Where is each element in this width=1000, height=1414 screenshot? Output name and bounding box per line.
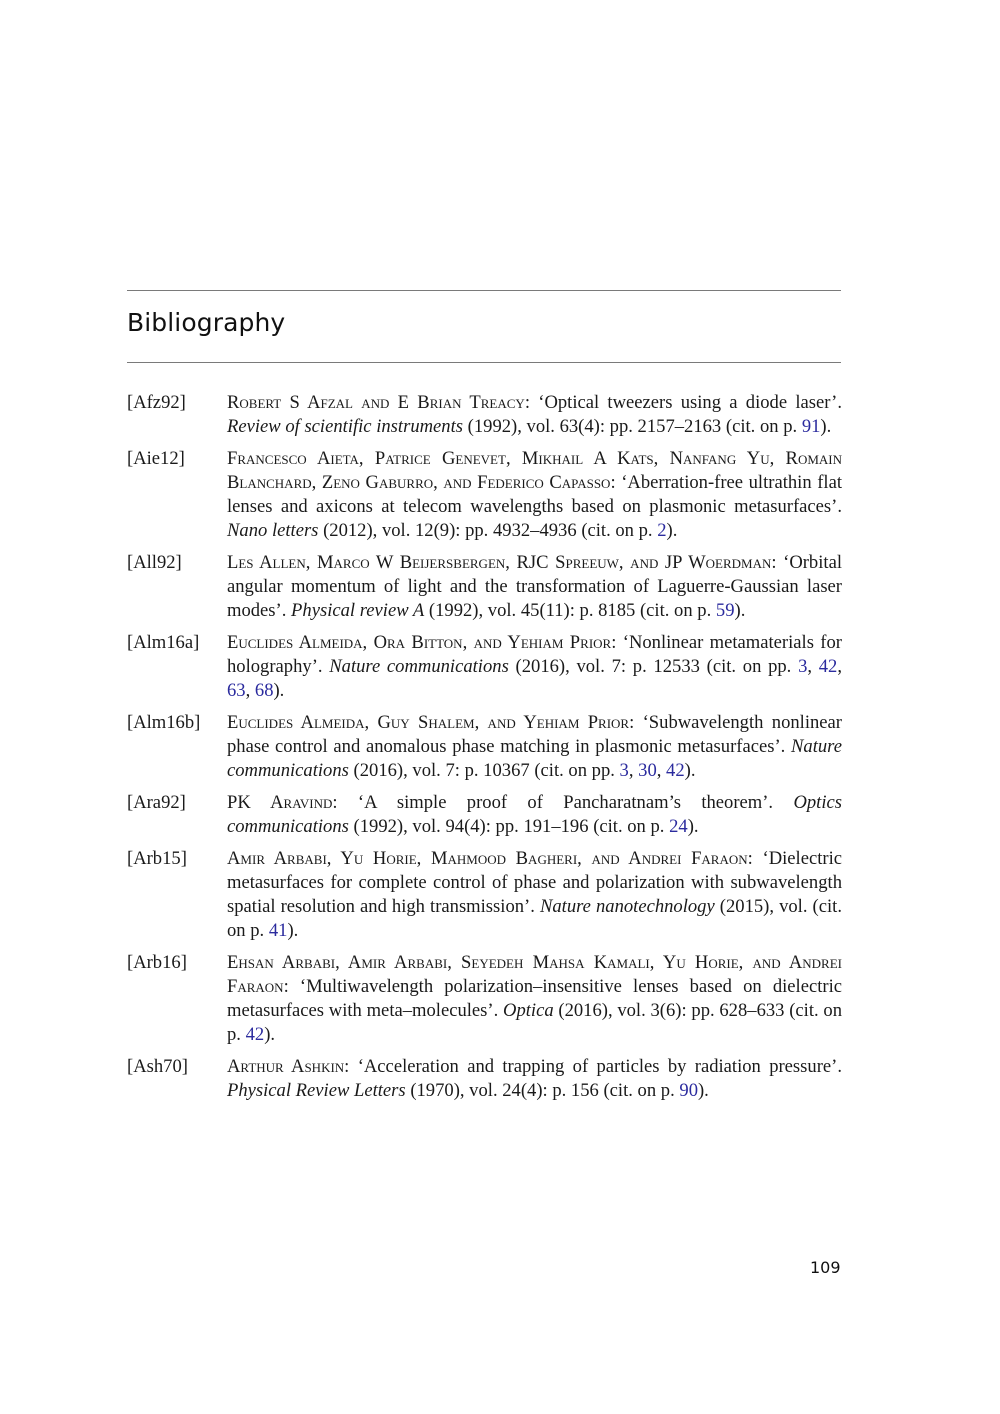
bib-title: ‘Subwavelength nonlinear phase control and anomalous phase matching in plasmonic metasurfaces’. bbox=[227, 712, 842, 757]
bib-key: [Alm16b] bbox=[127, 712, 201, 733]
bib-entry bbox=[127, 631, 842, 703]
bib-key: [Ara92] bbox=[127, 792, 186, 813]
bib-text: Amir Arbabi, Yu Horie, Mahmood Bagheri, and Andrei Faraon: ‘Dielectric metasurfaces for complete control of phase and polarization with subwavelength spatial resolution and high transmission’. Nature nanotechnology (2015), vol. (cit. on p. 41). bbox=[227, 848, 842, 941]
bib-authors: Amir Arbabi, Yu Horie, Mahmood Bagheri, and Andrei Faraon bbox=[227, 848, 748, 869]
bib-title: ‘Optical tweezers using a diode laser’. bbox=[538, 392, 842, 413]
bib-authors: Les Allen, Marco W Beijersbergen, RJC Spreeuw, and JP Woerdman bbox=[227, 552, 772, 573]
bib-title: ‘Dielectric metasurfaces for complete control of phase and polarization with subwavelength spatial resolution and high transmission’. bbox=[227, 848, 842, 917]
bib-title: ‘A simple proof of Pancharatnam’s theorem’. bbox=[357, 792, 774, 813]
bib-details: (1992), vol. 94(4): pp. 191–196 bbox=[353, 816, 589, 837]
bib-details: (2016), vol. 7: p. 10367 bbox=[353, 760, 530, 781]
bib-cit-suffix: ). bbox=[287, 920, 299, 941]
citation-page-link[interactable]: 59 bbox=[715, 600, 735, 621]
bib-cit-prefix: (cit. on pp. bbox=[534, 760, 620, 781]
page-number: 109 bbox=[810, 1258, 841, 1277]
bib-entry bbox=[127, 711, 842, 783]
bib-key: [Arb16] bbox=[127, 952, 187, 973]
bib-title: ‘Aberration-free ultrathin flat lenses and axicons at telecom wavelengths based on plasmonic metasurfaces’. bbox=[227, 472, 842, 517]
bib-authors: Arthur Ashkin bbox=[227, 1056, 345, 1077]
bib-key: [Aie12] bbox=[127, 448, 185, 469]
bib-cit-suffix: ). bbox=[666, 520, 678, 541]
bib-text: Euclides Almeida, Guy Shalem, and Yehiam Prior: ‘Subwavelength nonlinear phase control and anomalous phase matching in plasmonic metasurfaces’. Nature communications (2016), vol. 7: p. 10367 (cit. on pp. 3, 30, 42). bbox=[227, 712, 842, 781]
citation-page-link[interactable]: 2 bbox=[657, 520, 667, 541]
bib-key: [Afz92] bbox=[127, 392, 186, 413]
bib-cit-suffix: ). bbox=[697, 1080, 709, 1101]
bib-title: ‘Multiwavelength polarization–insensitive lenses based on dielectric metasurfaces with meta–molecules’. bbox=[227, 976, 842, 1021]
bib-authors: PK Aravind bbox=[227, 792, 333, 813]
bib-entry bbox=[127, 447, 842, 543]
bib-cit-prefix: (cit. on p. bbox=[639, 600, 716, 621]
bib-details: (1992), vol. 45(11): p. 8185 bbox=[428, 600, 636, 621]
bib-entry bbox=[127, 847, 842, 943]
bib-entry bbox=[127, 391, 842, 439]
bib-text: Francesco Aieta, Patrice Genevet, Mikhail A Kats, Nanfang Yu, Romain Blanchard, Zeno Gaburro, and Federico Capasso: ‘Aberration-free ultrathin flat lenses and axicons at telecom wavelengths based on plasmonic metasurfaces’. Nano letters (2012), vol. 12(9): pp. 4932–4936 (cit. on p. 2). bbox=[227, 448, 842, 541]
bib-details: (2015), vol. bbox=[719, 896, 808, 917]
bib-cit-prefix: (cit. on p. bbox=[593, 816, 670, 837]
bib-journal: Nature nanotechnology bbox=[539, 896, 715, 917]
bibliography-list bbox=[127, 391, 842, 1111]
bib-text: Euclides Almeida, Ora Bitton, and Yehiam Prior: ‘Nonlinear metamaterials for holography’. Nature communications (2016), vol. 7: p. 12533 (cit. on pp. 3, 42, 63, 68). bbox=[227, 632, 842, 701]
bib-title: ‘Nonlinear metamaterials for holography’. bbox=[227, 632, 842, 677]
bib-details: (1970), vol. 24(4): p. 156 bbox=[410, 1080, 599, 1101]
citation-page-link[interactable]: 3 bbox=[619, 760, 629, 781]
bib-text: Robert S Afzal and E Brian Treacy: ‘Optical tweezers using a diode laser’. Review of scientific instruments (1992), vol. 63(4): pp. 2157–2163 (cit. on p. 91). bbox=[227, 392, 842, 437]
bib-cit-prefix: (cit. on p. bbox=[227, 896, 842, 941]
citation-page-link[interactable]: 3 bbox=[798, 656, 808, 677]
bib-cit-prefix: (cit. on p. bbox=[227, 1000, 842, 1045]
citation-page-link[interactable]: 42 bbox=[245, 1024, 265, 1045]
bib-authors: Robert S Afzal and E Brian Treacy bbox=[227, 392, 525, 413]
bib-journal: Nano letters bbox=[227, 520, 319, 541]
citation-page-link[interactable]: 90 bbox=[679, 1080, 698, 1101]
bib-authors: Ehsan Arbabi, Amir Arbabi, Seyedeh Mahsa Kamali, Yu Horie, and Andrei Faraon bbox=[227, 952, 842, 997]
citation-page-link[interactable]: 63 bbox=[227, 680, 246, 701]
bib-key: [Alm16a] bbox=[127, 632, 200, 653]
bib-details: (2016), vol. 7: p. 12533 bbox=[515, 656, 700, 677]
citation-page-link[interactable]: 30 bbox=[638, 760, 657, 781]
bib-authors: Euclides Almeida, Ora Bitton, and Yehiam Prior bbox=[227, 632, 612, 653]
bib-text: Arthur Ashkin: ‘Acceleration and trapping of particles by radiation pressure’. Physical Review Letters (1970), vol. 24(4): p. 156 (cit. on p. 90). bbox=[227, 1056, 842, 1101]
bib-cit-prefix: (cit. on pp. bbox=[706, 656, 799, 677]
bib-cit-suffix: ). bbox=[264, 1024, 276, 1045]
bib-key: [Arb15] bbox=[127, 848, 187, 869]
bib-title: ‘Acceleration and trapping of particles by radiation pressure’. bbox=[357, 1056, 842, 1077]
bib-journal: Nature communications bbox=[227, 736, 842, 781]
bib-journal: Physical review A bbox=[291, 600, 425, 621]
bib-cit-suffix: ). bbox=[684, 760, 696, 781]
page-title: Bibliography bbox=[127, 308, 286, 337]
bib-details: (1992), vol. 63(4): pp. 2157–2163 bbox=[467, 416, 722, 437]
bib-authors: Euclides Almeida, Guy Shalem, and Yehiam Prior bbox=[227, 712, 630, 733]
bib-cit-prefix: (cit. on p. bbox=[603, 1080, 680, 1101]
bib-journal: Review of scientific instruments bbox=[227, 416, 463, 437]
bib-text: Ehsan Arbabi, Amir Arbabi, Seyedeh Mahsa Kamali, Yu Horie, and Andrei Faraon: ‘Multiwavelength polarization–insensitive lenses based on dielectric metasurfaces with meta–molecules’. Optica (2016), vol. 3(6): pp. 628–633 (cit. on p. 42). bbox=[227, 952, 842, 1045]
bib-title: ‘Orbital angular momentum of light and the transformation of Laguerre-Gaussian laser modes’. bbox=[227, 552, 842, 621]
bib-entry bbox=[127, 551, 842, 623]
bib-journal: Optics communications bbox=[227, 792, 842, 837]
bib-journal: Nature communications bbox=[329, 656, 509, 677]
bib-cit-suffix: ). bbox=[273, 680, 285, 701]
citation-page-link[interactable]: 68 bbox=[254, 680, 274, 701]
bib-text: Les Allen, Marco W Beijersbergen, RJC Spreeuw, and JP Woerdman: ‘Orbital angular momentum of light and the transformation of Laguerre-Gaussian laser modes’. Physical review A (1992), vol. 45(11): p. 8185 (cit. on p. 59). bbox=[227, 552, 842, 621]
citation-page-link[interactable]: 91 bbox=[801, 416, 821, 437]
bib-entry bbox=[127, 791, 842, 839]
bib-entry bbox=[127, 951, 842, 1047]
bib-entry bbox=[127, 1055, 842, 1103]
bib-details: (2012), vol. 12(9): pp. 4932–4936 bbox=[323, 520, 577, 541]
bib-cit-suffix: ). bbox=[734, 600, 746, 621]
bib-key: [Ash70] bbox=[127, 1056, 188, 1077]
citation-page-link[interactable]: 41 bbox=[268, 920, 288, 941]
header-rule-bottom bbox=[127, 362, 841, 363]
bib-details: (2016), vol. 3(6): pp. 628–633 bbox=[558, 1000, 785, 1021]
citation-page-link[interactable]: 42 bbox=[818, 656, 838, 677]
citation-page-link[interactable]: 24 bbox=[669, 816, 688, 837]
citation-page-link[interactable]: 42 bbox=[666, 760, 685, 781]
bib-journal: Physical Review Letters bbox=[227, 1080, 406, 1101]
bib-journal: Optica bbox=[503, 1000, 554, 1021]
bib-text: PK Aravind: ‘A simple proof of Pancharatnam’s theorem’. Optics communications (1992), vol. 94(4): pp. 191–196 (cit. on p. 24). bbox=[227, 792, 842, 837]
header-rule-top bbox=[127, 290, 841, 291]
bib-cit-suffix: ). bbox=[687, 816, 699, 837]
bib-key: [All92] bbox=[127, 552, 182, 573]
bib-cit-prefix: (cit. on p. bbox=[725, 416, 802, 437]
bib-cit-prefix: (cit. on p. bbox=[581, 520, 658, 541]
bib-authors: Francesco Aieta, Patrice Genevet, Mikhail A Kats, Nanfang Yu, Romain Blanchard, Zeno Gaburro, and Federico Capasso bbox=[227, 448, 842, 493]
bib-cit-suffix: ). bbox=[820, 416, 832, 437]
